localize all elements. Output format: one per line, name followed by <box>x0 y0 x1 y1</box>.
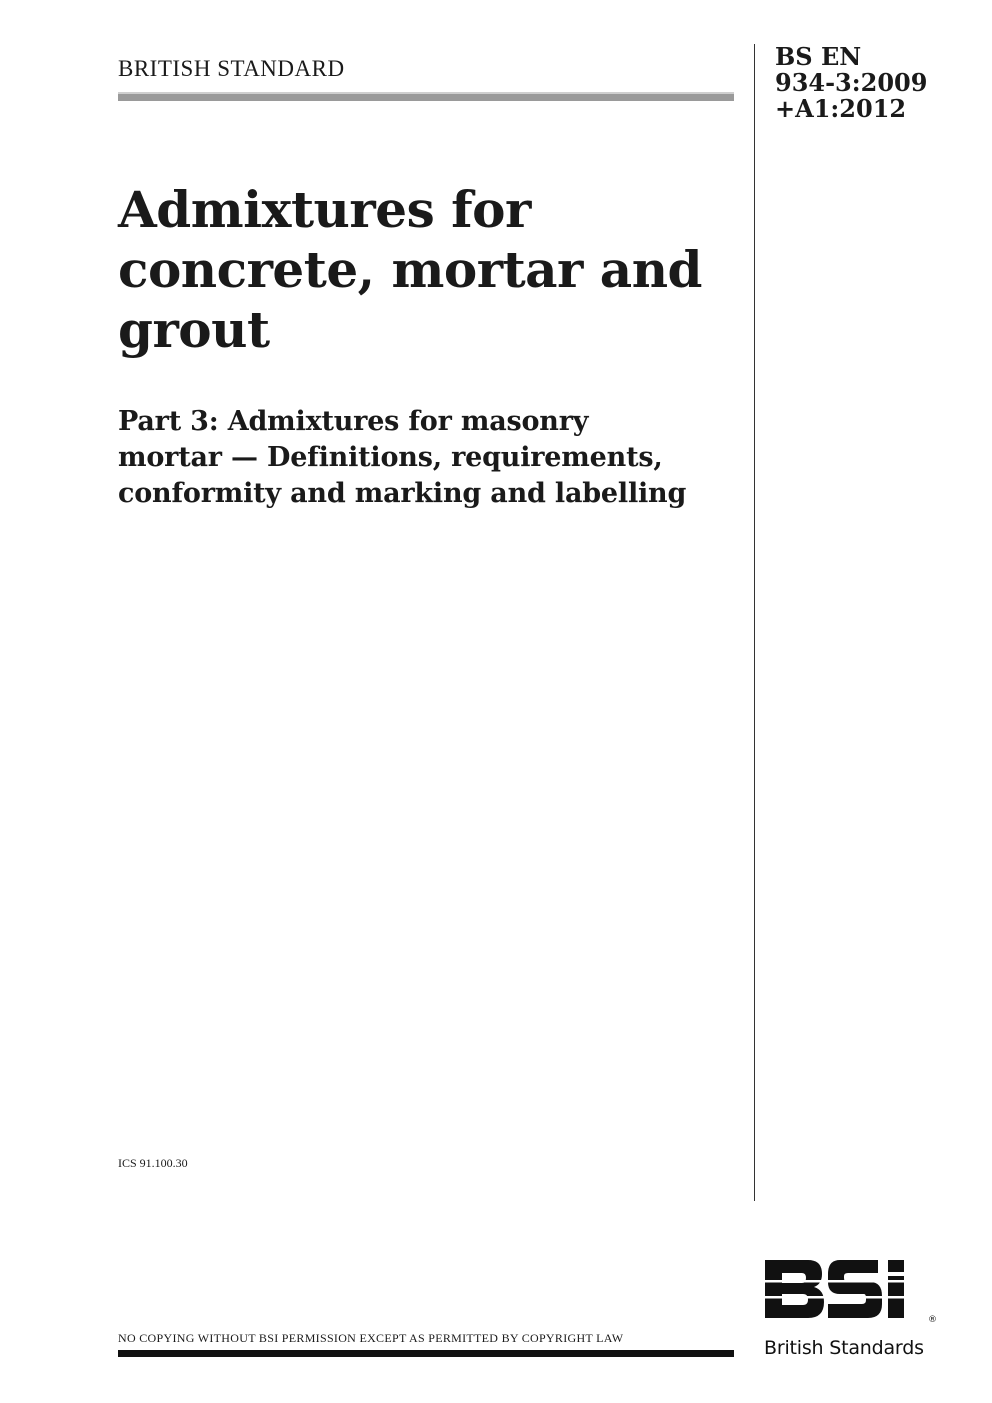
copyright-notice: NO COPYING WITHOUT BSI PERMISSION EXCEPT AS PERMITTED BY COPYRIGHT LAW <box>118 1331 624 1345</box>
standard-number-line-3: +A1:2012 <box>775 94 907 123</box>
subtitle-line: Part 3: Admixtures for masonry <box>118 406 589 437</box>
title-line: grout <box>118 300 270 359</box>
ics-code: ICS 91.100.30 <box>118 1156 188 1170</box>
document-title <box>118 180 738 360</box>
subtitle-line: conformity and marking and labelling <box>118 478 687 509</box>
header-label: BRITISH STANDARD <box>118 56 345 81</box>
logo-caption: British Standards <box>764 1337 924 1359</box>
header-rule <box>118 92 734 101</box>
footer-rule <box>118 1350 734 1357</box>
title-line: concrete, mortar and <box>118 240 703 299</box>
vertical-divider <box>754 44 755 1201</box>
standard-number-line-2: 934-3:2009 <box>775 68 928 97</box>
subtitle-line: mortar — Definitions, requirements, <box>118 442 663 473</box>
bsi-logo-mark <box>760 1256 940 1336</box>
document-subtitle <box>118 404 738 512</box>
registered-mark: ® <box>928 1315 937 1325</box>
standard-number <box>775 44 927 122</box>
standard-number-line-1: BS EN <box>775 42 862 71</box>
title-line: Admixtures for <box>118 180 531 239</box>
